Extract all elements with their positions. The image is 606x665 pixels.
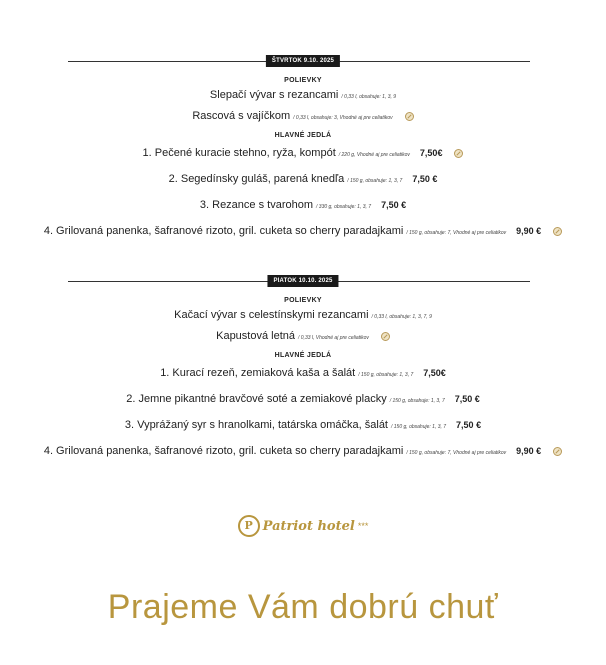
item-price: 7,50€	[419, 148, 443, 158]
item-price: 7,50 €	[412, 174, 438, 184]
item-note: / 0,33 l, obsahuje: 3, Vhodné aj pre celiatikov	[293, 115, 393, 121]
menu-item	[0, 198, 606, 214]
menu-item	[0, 308, 606, 324]
day-header	[0, 55, 606, 67]
mains-title: HLAVNÉ JEDLÁ	[274, 132, 332, 139]
item-name: 4. Grilovaná panenka, šafranové rizoto, gril. cuketa so cherry paradajkami	[43, 445, 404, 457]
item-name: 2. Segedínsky guláš, parená knedľa	[168, 173, 345, 185]
item-name: Kačací vývar s celestínskymi rezancami	[174, 309, 369, 321]
item-note: / 150 g, obsahuje: 1, 3, 7	[389, 398, 445, 404]
mains-title: HLAVNÉ JEDLÁ	[274, 352, 332, 359]
item-note: / 150 g, obsahuje: 7, Vhodné aj pre celiatikov	[406, 450, 507, 456]
item-note: / 0,33 l, Vhodné aj pre celiatikov	[298, 335, 369, 341]
menu-item	[0, 172, 606, 188]
item-name: Kapustová letná	[216, 330, 295, 342]
gluten-free-icon	[553, 227, 562, 236]
menu-item	[0, 392, 606, 408]
item-name: 1. Kurací rezeň, zemiaková kaša a šalát	[160, 367, 356, 379]
item-price: 7,50 €	[381, 200, 407, 210]
item-name: Rascová s vajíčkom	[192, 110, 291, 122]
item-note: / 150 g, obsahuje: 1, 3, 7	[347, 178, 403, 184]
menu-item	[0, 418, 606, 434]
menu-item	[0, 88, 606, 104]
menu-item	[0, 366, 606, 382]
item-name: 3. Vyprážaný syr s hranolkami, tatárska omáčka, šalát	[124, 419, 388, 431]
item-price: 9,90 €	[516, 446, 542, 456]
date-label: ŠTVRTOK 9.10. 2025	[266, 55, 340, 67]
logo-stars: ***	[357, 521, 369, 531]
menu-item	[0, 224, 606, 240]
item-note: / 220 g, Vhodné aj pre celiatikov	[338, 152, 410, 158]
item-name: 1. Pečené kuracie stehno, ryža, kompót	[142, 147, 336, 159]
menu-item	[0, 109, 606, 125]
date-label: PIATOK 10.10. 2025	[267, 275, 338, 287]
item-note: / 150 g, obsahuje: 1, 3, 7	[391, 424, 447, 430]
logo-name: Patriot hotel	[262, 518, 355, 534]
item-name: 3. Rezance s tvarohom	[199, 199, 314, 211]
item-note: / 150 g, obsahuje: 7, Vhodné aj pre celiatikov	[406, 230, 507, 236]
soups-title: POLIEVKY	[284, 77, 322, 84]
hotel-logo	[0, 515, 606, 537]
day-header	[0, 275, 606, 287]
item-note: / 0,33 l, obsahuje: 1, 3, 9	[341, 94, 397, 100]
logo-mark: P	[238, 515, 260, 537]
gluten-free-icon	[553, 447, 562, 456]
day-thursday	[0, 55, 606, 240]
gluten-free-icon	[454, 149, 463, 158]
item-name: Slepačí vývar s rezancami	[209, 89, 339, 101]
item-note: / 330 g, obsahuje: 1, 3, 7	[316, 204, 372, 210]
item-price: 9,90 €	[516, 226, 542, 236]
gluten-free-icon	[381, 332, 390, 341]
day-friday	[0, 275, 606, 460]
item-price: 7,50 €	[454, 394, 480, 404]
slogan: Prajeme Vám dobrú chuť	[107, 588, 499, 626]
menu-item	[0, 329, 606, 345]
gluten-free-icon	[405, 112, 414, 121]
item-name: 4. Grilovaná panenka, šafranové rizoto, gril. cuketa so cherry paradajkami	[43, 225, 404, 237]
menu-item	[0, 146, 606, 162]
item-price: 7,50 €	[456, 420, 482, 430]
item-note: / 150 g, obsahuje: 1, 3, 7	[358, 372, 414, 378]
item-name: 2. Jemne pikantné bravčové soté a zemiakové placky	[126, 393, 387, 405]
item-note: / 0,33 l, obsahuje: 1, 3, 7, 9	[371, 314, 432, 320]
menu-item	[0, 444, 606, 460]
item-price: 7,50€	[423, 368, 446, 378]
soups-title: POLIEVKY	[284, 297, 322, 304]
